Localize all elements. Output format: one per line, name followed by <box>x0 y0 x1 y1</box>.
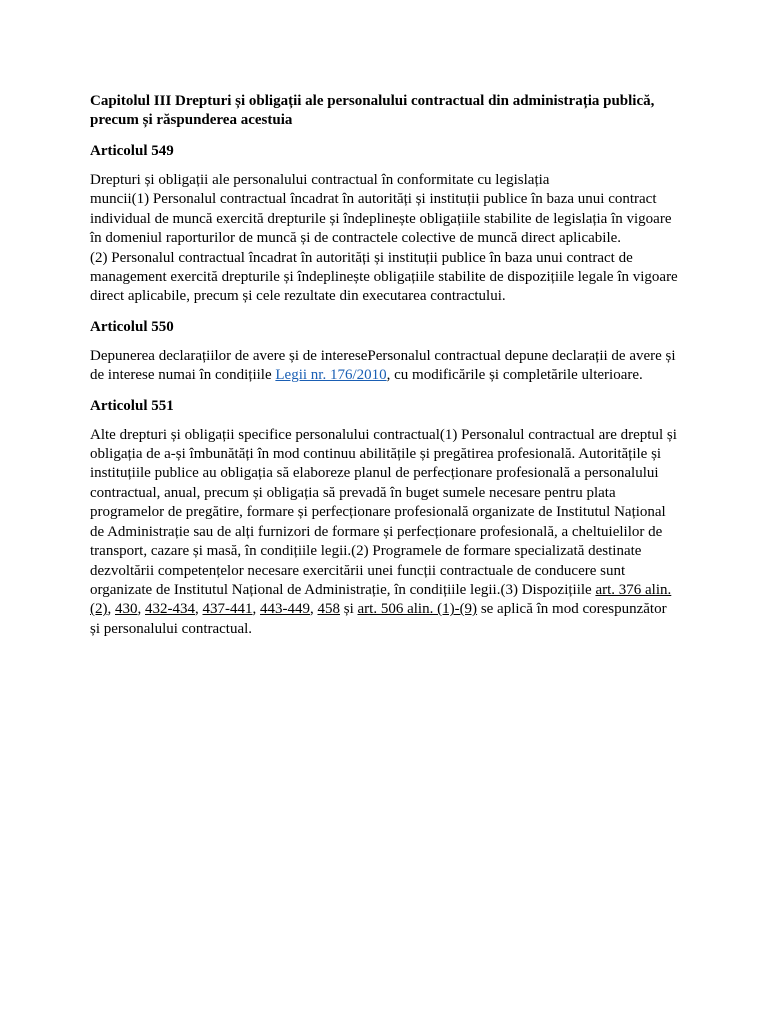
article-551-text-main: Alte drepturi și obligații specifice personalului contractual(1) Personalul contractual are dreptul și obligația de a-și îmbunătăți în mod continuu abilitățile și pregătirea profesională. Autoritățile și instituțiile publice au obligația să elaboreze planul de perfecționare profesională a personalului contractual, anual, precum și obligația să prevadă în buget sumele necesare pentru plata programelor de pregătire, formare și perfecționare profesională organizate de Institutul Național de Administrație sau de alți furnizori de formare și perfecționare profesională, a cheltuielilor de transport, cazare și masă, în condițiile legii.(2) Programele de formare specializată destinate dezvoltării competențelor necesare exercitării unei funcții contractuale de conducere sunt organizate de Institutul Național de Administrație, în condițiile legii.(3) Dispozițiile <box>90 426 677 598</box>
article-549-title-line: Drepturi și obligații ale personalului contractual în conformitate cu legislația <box>90 172 550 188</box>
article-549-paragraph-2: (2) Personalul contractual încadrat în autorități și instituții publice în baza unui contract de management exercită drepturile și îndeplinește obligațiile stabilite de dispozițiile legale în vigoare direct aplicabile, precum și cele rezultate din executarea contractului. <box>90 249 678 305</box>
article-551-paragraph <box>90 426 680 639</box>
law-176-2010-link[interactable]: Legii nr. 176/2010 <box>275 367 387 384</box>
article-549-body <box>90 171 680 307</box>
ref-437-441[interactable]: 437-441 <box>202 601 253 618</box>
article-551-heading: Articolul 551 <box>90 397 174 414</box>
ref-separator: și <box>340 601 358 618</box>
chapter-title: Capitolul III Drepturi și obligații ale personalului contractual din administrația publică, precum și răspunderea acestuia <box>90 93 655 128</box>
ref-separator: , <box>137 601 145 618</box>
ref-art-376[interactable]: art. 376 alin. (2) <box>90 581 672 618</box>
ref-art-506[interactable]: art. 506 alin. (1)-(9) <box>357 601 478 618</box>
ref-458[interactable]: 458 <box>317 601 340 618</box>
article-550-text-before: Depunerea declarațiilor de avere și de interesePersonalul contractual depune declarații de avere și de interese numai în condițiile <box>90 347 676 384</box>
article-549-heading: Articolul 549 <box>90 143 174 159</box>
ref-separator: , <box>310 601 318 618</box>
ref-separator: , <box>252 601 260 618</box>
article-550-body <box>90 347 680 386</box>
article-549-paragraph-1: muncii(1) Personalul contractual încadrat în autorități și instituții publice în baza unui contract individual de muncă exercită drepturile și îndeplinește obligațiile stabilite de legislația în vigoare în domeniul raporturilor de muncă și de contractele colective de muncă direct aplicabile. <box>90 191 672 247</box>
ref-443-449[interactable]: 443-449 <box>260 601 310 618</box>
ref-430[interactable]: 430 <box>115 601 138 618</box>
ref-separator: , <box>195 601 203 618</box>
article-551-body <box>90 426 680 639</box>
article-550-paragraph <box>90 347 680 386</box>
ref-separator: , <box>107 601 115 618</box>
ref-432-434[interactable]: 432-434 <box>145 601 195 618</box>
article-550-heading: Articolul 550 <box>90 318 174 335</box>
article-550-text-after: , cu modificările și completările ulterioare. <box>386 367 643 384</box>
article-551-text-end: se aplică în mod corespunzător și personalului contractual. <box>90 601 667 637</box>
